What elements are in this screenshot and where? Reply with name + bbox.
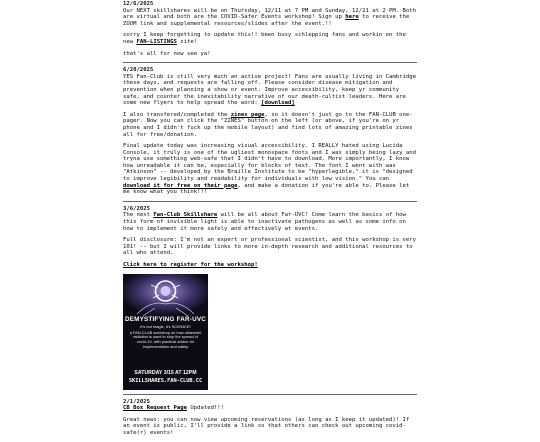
font-download-link[interactable]: download it for free on their page (123, 182, 238, 189)
post-3-6-2025 (123, 205, 417, 390)
post-paragraph (123, 262, 417, 269)
content-column (123, 0, 417, 442)
post-paragraph (123, 74, 417, 107)
skillshare-link[interactable]: Fan-Club Skillshare (153, 212, 218, 219)
zines-page-link[interactable]: zines page (230, 111, 265, 118)
text-span: The next (123, 212, 154, 219)
text-span: Our NEXT skillshares will be on Thursday, 12/11 at 7 PM and Sunday, 12/21 at 2 PM. Both are virtual and both are the COVID-Safer Events workshop! Sign up (123, 7, 416, 21)
text-span: , so it doesn't just go to the FAN-CLUB one-pager. Now you can click the "ZINES" button on the left (or above, if you're on yr phone and I didn't fuck up the mobile layout) and find lots of amazing printable zines all for free/donation. (123, 111, 413, 138)
text-span: YES Fan-Club is still very much an active project! Fans are usually living in Cambridge these days, and requests are falling off. Please consider disease mitigation and prevention when planning a show or event. Improve accessibility, keep yr community safe, and counter the inevitability narrative of our death-cultist leaders. Here are some new flyers to help spread the word: (123, 73, 416, 107)
post-date: 3/6/2025 (123, 205, 150, 212)
post-date: 2/1/2025 (123, 398, 150, 405)
post-divider (123, 394, 417, 395)
post-paragraph: that's all for now see ya! (123, 50, 211, 57)
poster-date-time: SATURDAY 3/15 AT 12PM (134, 369, 197, 376)
text-span: Final update today was increasing visual accessibility. I REALLY hated using Lucida Console, it truly is one of the ugliest monospace fonts and I was simply being lazy and tryna use something web-safe that I didn't have to download. More importantly, I know how unreadable it can be, especially for blocks of text. The font I went with was "Atkinson" -- developed by the Braille Institute to be "hyperlegible," it is "designed to improve legibility and readability for individuals with low vision." You can (123, 143, 416, 183)
text-span: to receive the ZOOM link and supplemental resources/slides after the event.!! (123, 14, 410, 27)
poster-description: a FAN-CLUB workshop on how ultraviolet radiation is used to stop the spread of covid-19, with practical advice for implementation and safety (129, 329, 202, 349)
post-date: 6/20/2025 (123, 67, 154, 74)
post-paragraph: Full disclosure: I'm not an expert or professional scientist, and this workshop is very 101! -- but I will provide links to more in-depth research and additional resources to all who attend. (123, 237, 416, 257)
post-paragraph (123, 212, 417, 232)
post-12-6-2025 (123, 0, 417, 57)
text-span: sorry I keep forgetting to update this!! been busy schlepping fans and workin on the new (123, 32, 406, 45)
flyers-download-link[interactable]: [download] (261, 100, 295, 107)
fan-listings-link[interactable]: FAN-LISTINGS (136, 38, 177, 45)
text-span: site! (176, 38, 198, 45)
workshop-register-link[interactable]: Click here to register for the workshop! (123, 262, 258, 268)
post-paragraph (123, 112, 417, 138)
text-span: , and make a donation if you're able to. Please let me know what you think!!! (123, 182, 410, 196)
signup-link[interactable]: here (345, 14, 359, 21)
post-2-1-2025 (123, 398, 417, 437)
text-span: will be all about Far-UVC! Come learn the basics of how this form of invisible light is able to inactivate pathogens as well as some info on how to implement it more safely and effectively at events. (123, 212, 406, 232)
cb-box-request-link[interactable]: CB Box Request Page (123, 405, 187, 412)
post-paragraph (123, 405, 417, 412)
poster-url: SKILLSHARES.FAN-CLUB.CC (128, 377, 203, 384)
uv-lamp-illustration-icon (123, 274, 208, 318)
poster-tagline: it's not magic, it's SCIENCE! (140, 323, 191, 329)
post-paragraph: Great news: you can now view upcoming reservations (as long as I keep it updated)! If an event is public, I'll provide a link so that others can check out upcoming covid-safe(r) events! (123, 416, 410, 436)
post-paragraph (123, 143, 417, 196)
text-span: Updated!!! (187, 405, 225, 412)
post-paragraph (123, 8, 417, 28)
far-uvc-workshop-poster (123, 274, 208, 390)
post-6-20-2025 (123, 66, 417, 196)
poster-headline: DEMYSTIFYING FAR-UVC (125, 315, 206, 323)
post-divider (123, 201, 417, 202)
post-paragraph (123, 32, 417, 45)
text-span: I also transfered/completed the (123, 111, 231, 118)
post-date: 12/6/2025 (123, 1, 154, 7)
post-divider (123, 62, 417, 63)
